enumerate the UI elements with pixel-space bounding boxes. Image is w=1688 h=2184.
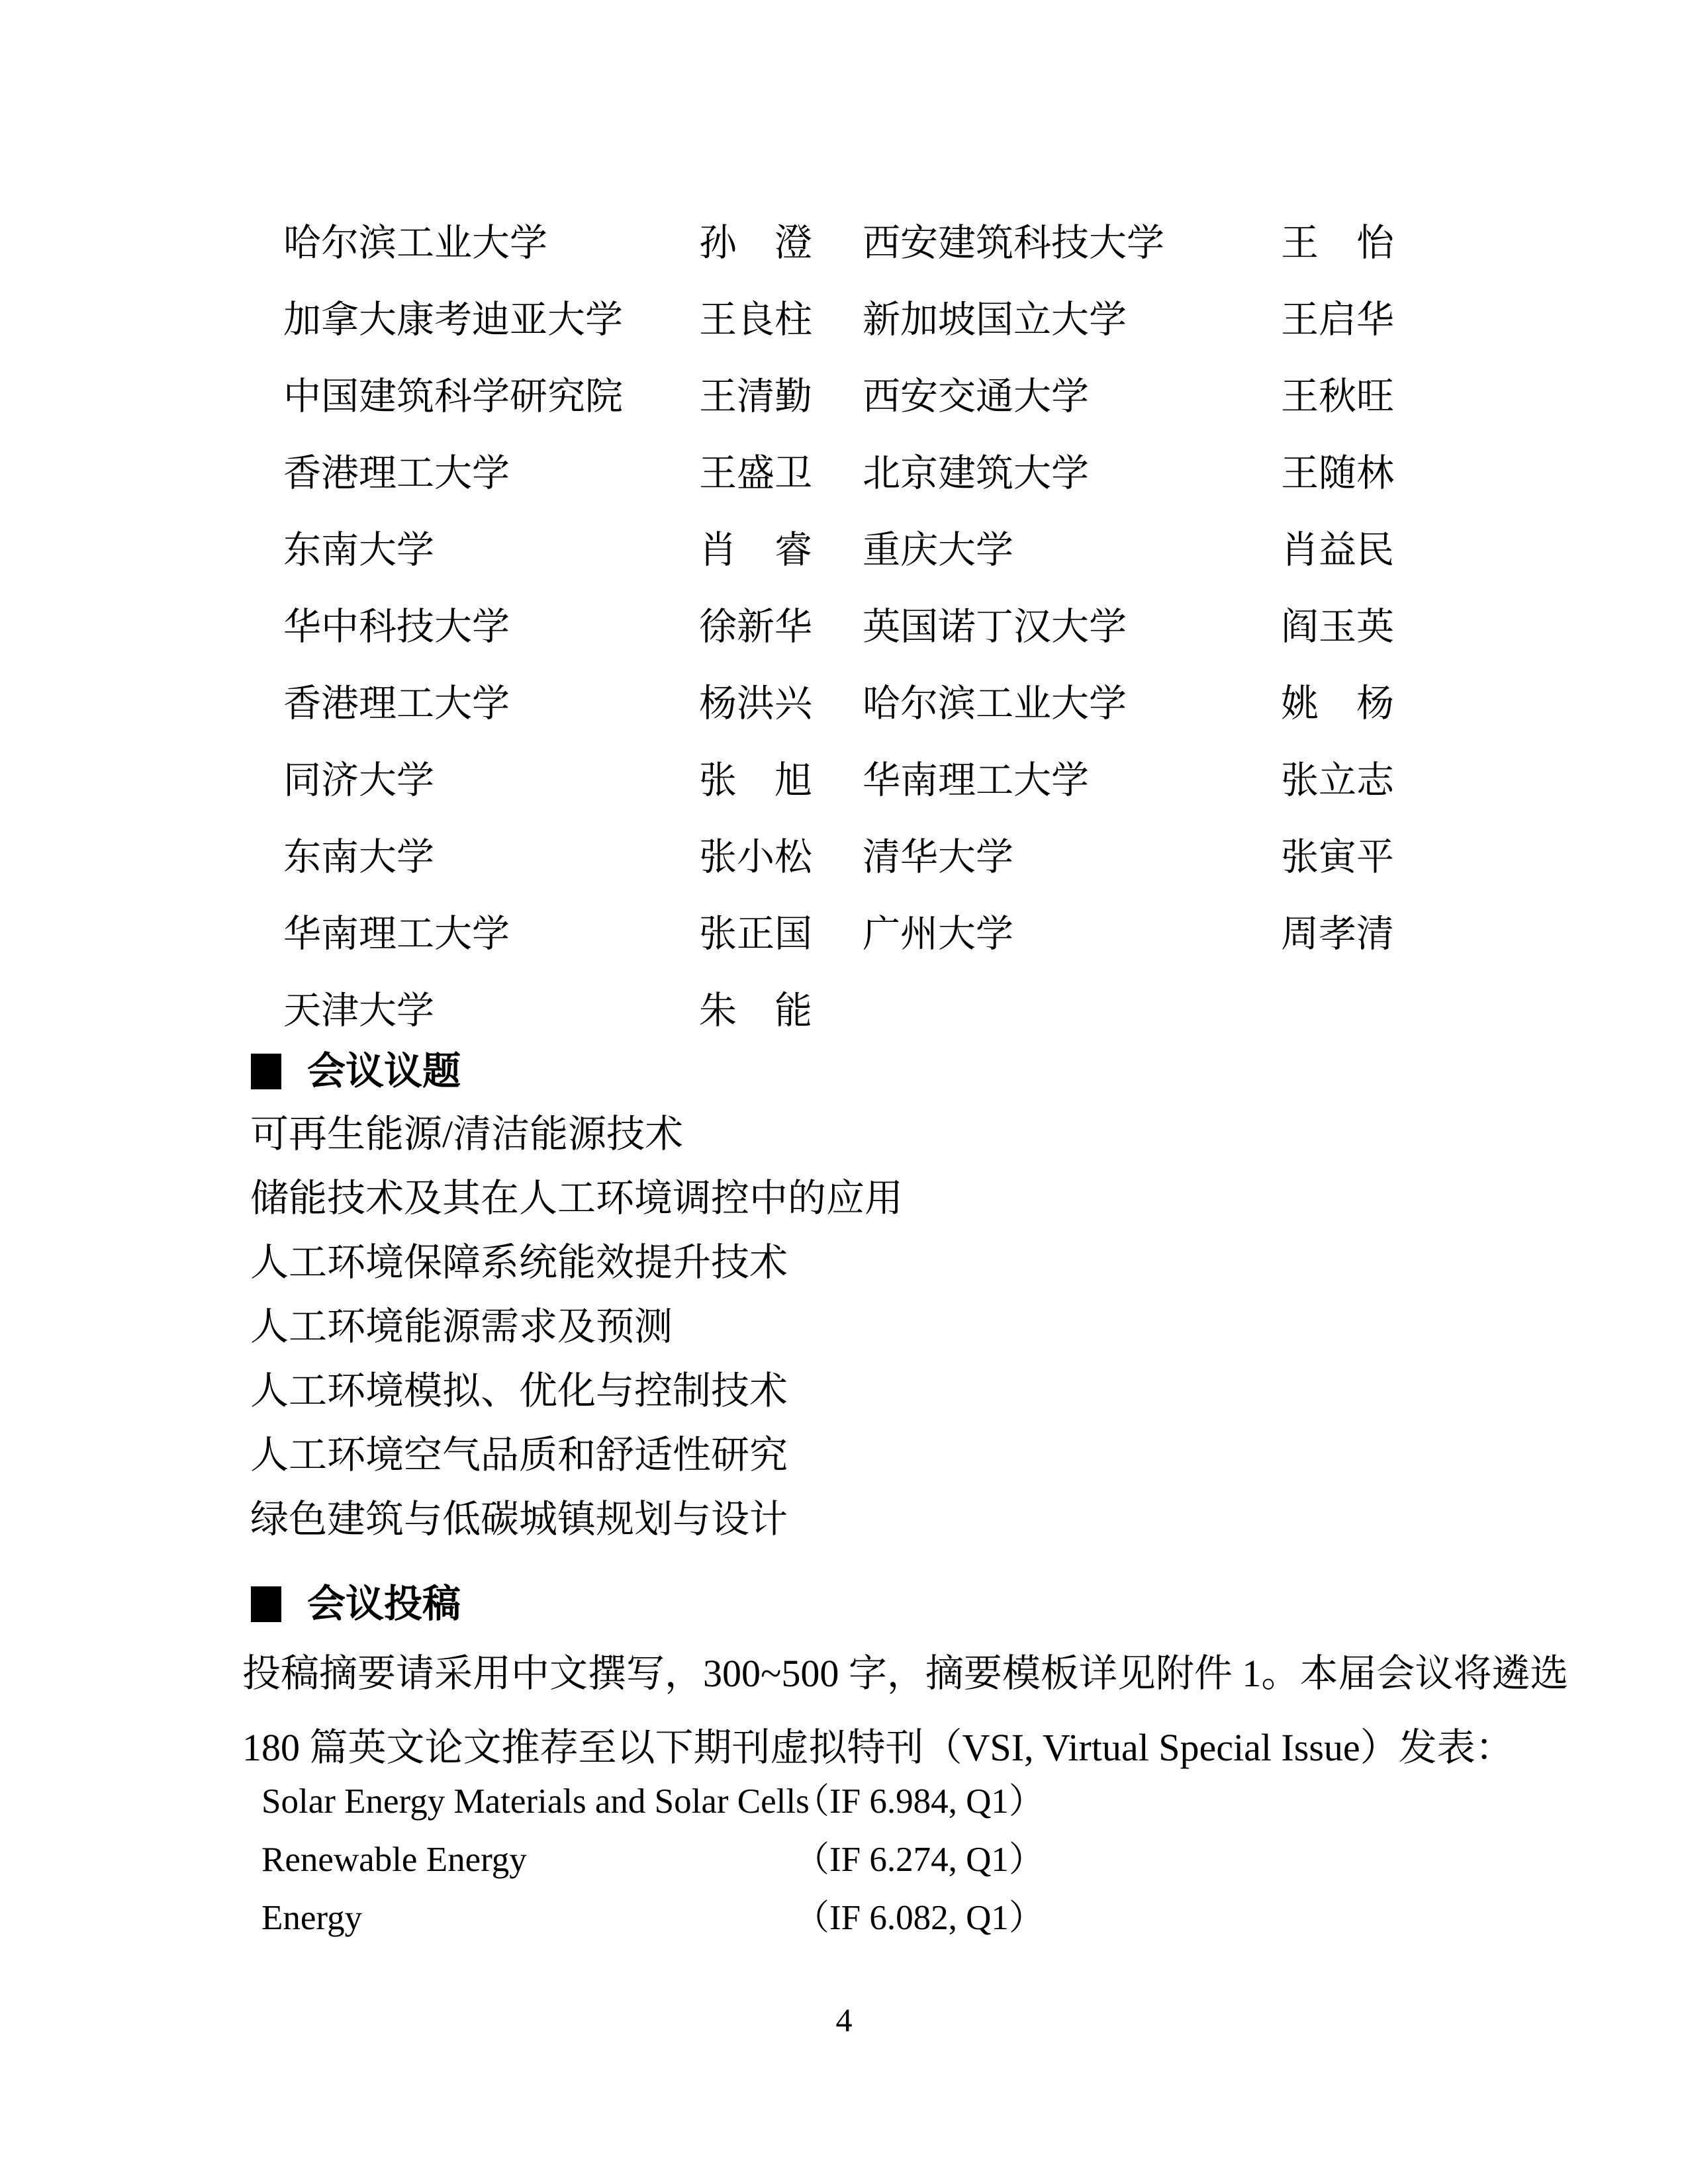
table-row <box>283 512 1422 589</box>
name-cell: 徐新华 <box>699 606 812 648</box>
name-cell: 王随林 <box>1281 453 1394 494</box>
name-cell: 阎玉英 <box>1281 606 1394 648</box>
topics-section-heading <box>251 1044 461 1099</box>
name-cell: 杨洪兴 <box>699 683 812 725</box>
journal-row <box>261 1889 1188 1947</box>
topic-item: 人工环境保障系统能效提升技术 <box>250 1241 788 1284</box>
name-cell: 周孝清 <box>1281 913 1394 955</box>
paragraph-line: 180 篇英文论文推荐至以下期刊虚拟特刊（VSI, Virtual Special Issue）发表： <box>242 1726 1514 1769</box>
section-heading-label: 会议投稿 <box>307 1582 461 1625</box>
table-row <box>283 666 1422 743</box>
square-bullet-icon <box>251 1054 281 1089</box>
journal-impact: （IF 6.082, Q1） <box>794 1899 1044 1937</box>
topic-item: 人工环境能源需求及预测 <box>250 1305 673 1348</box>
journal-name: Renewable Energy <box>261 1841 527 1879</box>
topic-item: 绿色建筑与低碳城镇规划与设计 <box>250 1498 788 1541</box>
org-cell: 东南大学 <box>283 837 434 878</box>
org-cell: 香港理工大学 <box>283 683 510 725</box>
committee-table <box>283 205 1422 1050</box>
section-heading-label: 会议议题 <box>307 1050 461 1093</box>
org-cell: 中国建筑科学研究院 <box>283 376 623 418</box>
org-cell: 香港理工大学 <box>283 453 510 494</box>
org-cell: 西安建筑科技大学 <box>863 222 1164 264</box>
journal-row <box>261 1831 1188 1889</box>
org-cell: 新加坡国立大学 <box>863 299 1127 341</box>
org-cell: 华中科技大学 <box>283 606 510 648</box>
name-cell: 张立志 <box>1281 760 1394 801</box>
journal-impact: （IF 6.274, Q1） <box>794 1841 1044 1879</box>
name-cell: 王 怡 <box>1281 222 1394 264</box>
submission-section-heading <box>251 1576 461 1632</box>
org-cell: 同济大学 <box>283 760 434 801</box>
name-cell: 王启华 <box>1281 299 1394 341</box>
table-row <box>283 435 1422 512</box>
journal-name: Energy <box>261 1899 363 1937</box>
name-cell: 姚 杨 <box>1281 683 1394 725</box>
name-cell: 张寅平 <box>1281 837 1394 878</box>
page-number: 4 <box>835 2001 853 2038</box>
name-cell: 王清勤 <box>699 376 812 418</box>
table-row <box>283 896 1422 973</box>
topics-list <box>250 1102 903 1551</box>
name-cell: 肖 睿 <box>699 529 812 571</box>
org-cell: 加拿大康考迪亚大学 <box>283 299 623 341</box>
table-row <box>283 743 1422 819</box>
org-cell: 西安交通大学 <box>863 376 1089 418</box>
paragraph-line: 投稿摘要请采用中文撰写，300~500 字，摘要模板详见附件 1。本届会议将遴选 <box>242 1652 1569 1695</box>
name-cell: 孙 澄 <box>699 222 812 264</box>
org-cell: 英国诺丁汉大学 <box>863 606 1127 648</box>
journal-row <box>261 1772 1188 1831</box>
org-cell: 华南理工大学 <box>863 760 1089 801</box>
org-cell: 广州大学 <box>863 913 1013 955</box>
journal-impact: （IF 6.984, Q1） <box>794 1782 1044 1821</box>
square-bullet-icon <box>251 1586 281 1622</box>
table-row <box>283 819 1422 896</box>
topic-item: 人工环境模拟、优化与控制技术 <box>250 1369 788 1412</box>
name-cell: 王良柱 <box>699 299 812 341</box>
topic-item: 人工环境空气品质和舒适性研究 <box>250 1433 788 1477</box>
journal-name: Solar Energy Materials and Solar Cells <box>261 1782 810 1821</box>
org-cell: 哈尔滨工业大学 <box>283 222 547 264</box>
name-cell: 张 旭 <box>699 760 812 801</box>
org-cell: 重庆大学 <box>863 529 1013 571</box>
table-row <box>283 589 1422 666</box>
name-cell: 肖益民 <box>1281 529 1394 571</box>
org-cell: 清华大学 <box>863 837 1013 878</box>
org-cell: 天津大学 <box>283 990 434 1032</box>
table-row <box>283 973 1422 1050</box>
table-row <box>283 282 1422 359</box>
org-cell: 北京建筑大学 <box>863 453 1089 494</box>
org-cell: 华南理工大学 <box>283 913 510 955</box>
name-cell: 王秋旺 <box>1281 376 1394 418</box>
name-cell: 张正国 <box>699 913 812 955</box>
org-cell: 哈尔滨工业大学 <box>863 683 1127 725</box>
submission-paragraph <box>242 1637 1569 1785</box>
topic-item: 可再生能源/清洁能源技术 <box>250 1113 684 1156</box>
topic-item: 储能技术及其在人工环境调控中的应用 <box>250 1177 904 1220</box>
journal-list <box>261 1772 1188 1947</box>
name-cell: 王盛卫 <box>699 453 812 494</box>
org-cell: 东南大学 <box>283 529 434 571</box>
table-row <box>283 359 1422 435</box>
table-row <box>283 205 1422 282</box>
name-cell: 朱 能 <box>699 990 812 1032</box>
name-cell: 张小松 <box>699 837 812 878</box>
